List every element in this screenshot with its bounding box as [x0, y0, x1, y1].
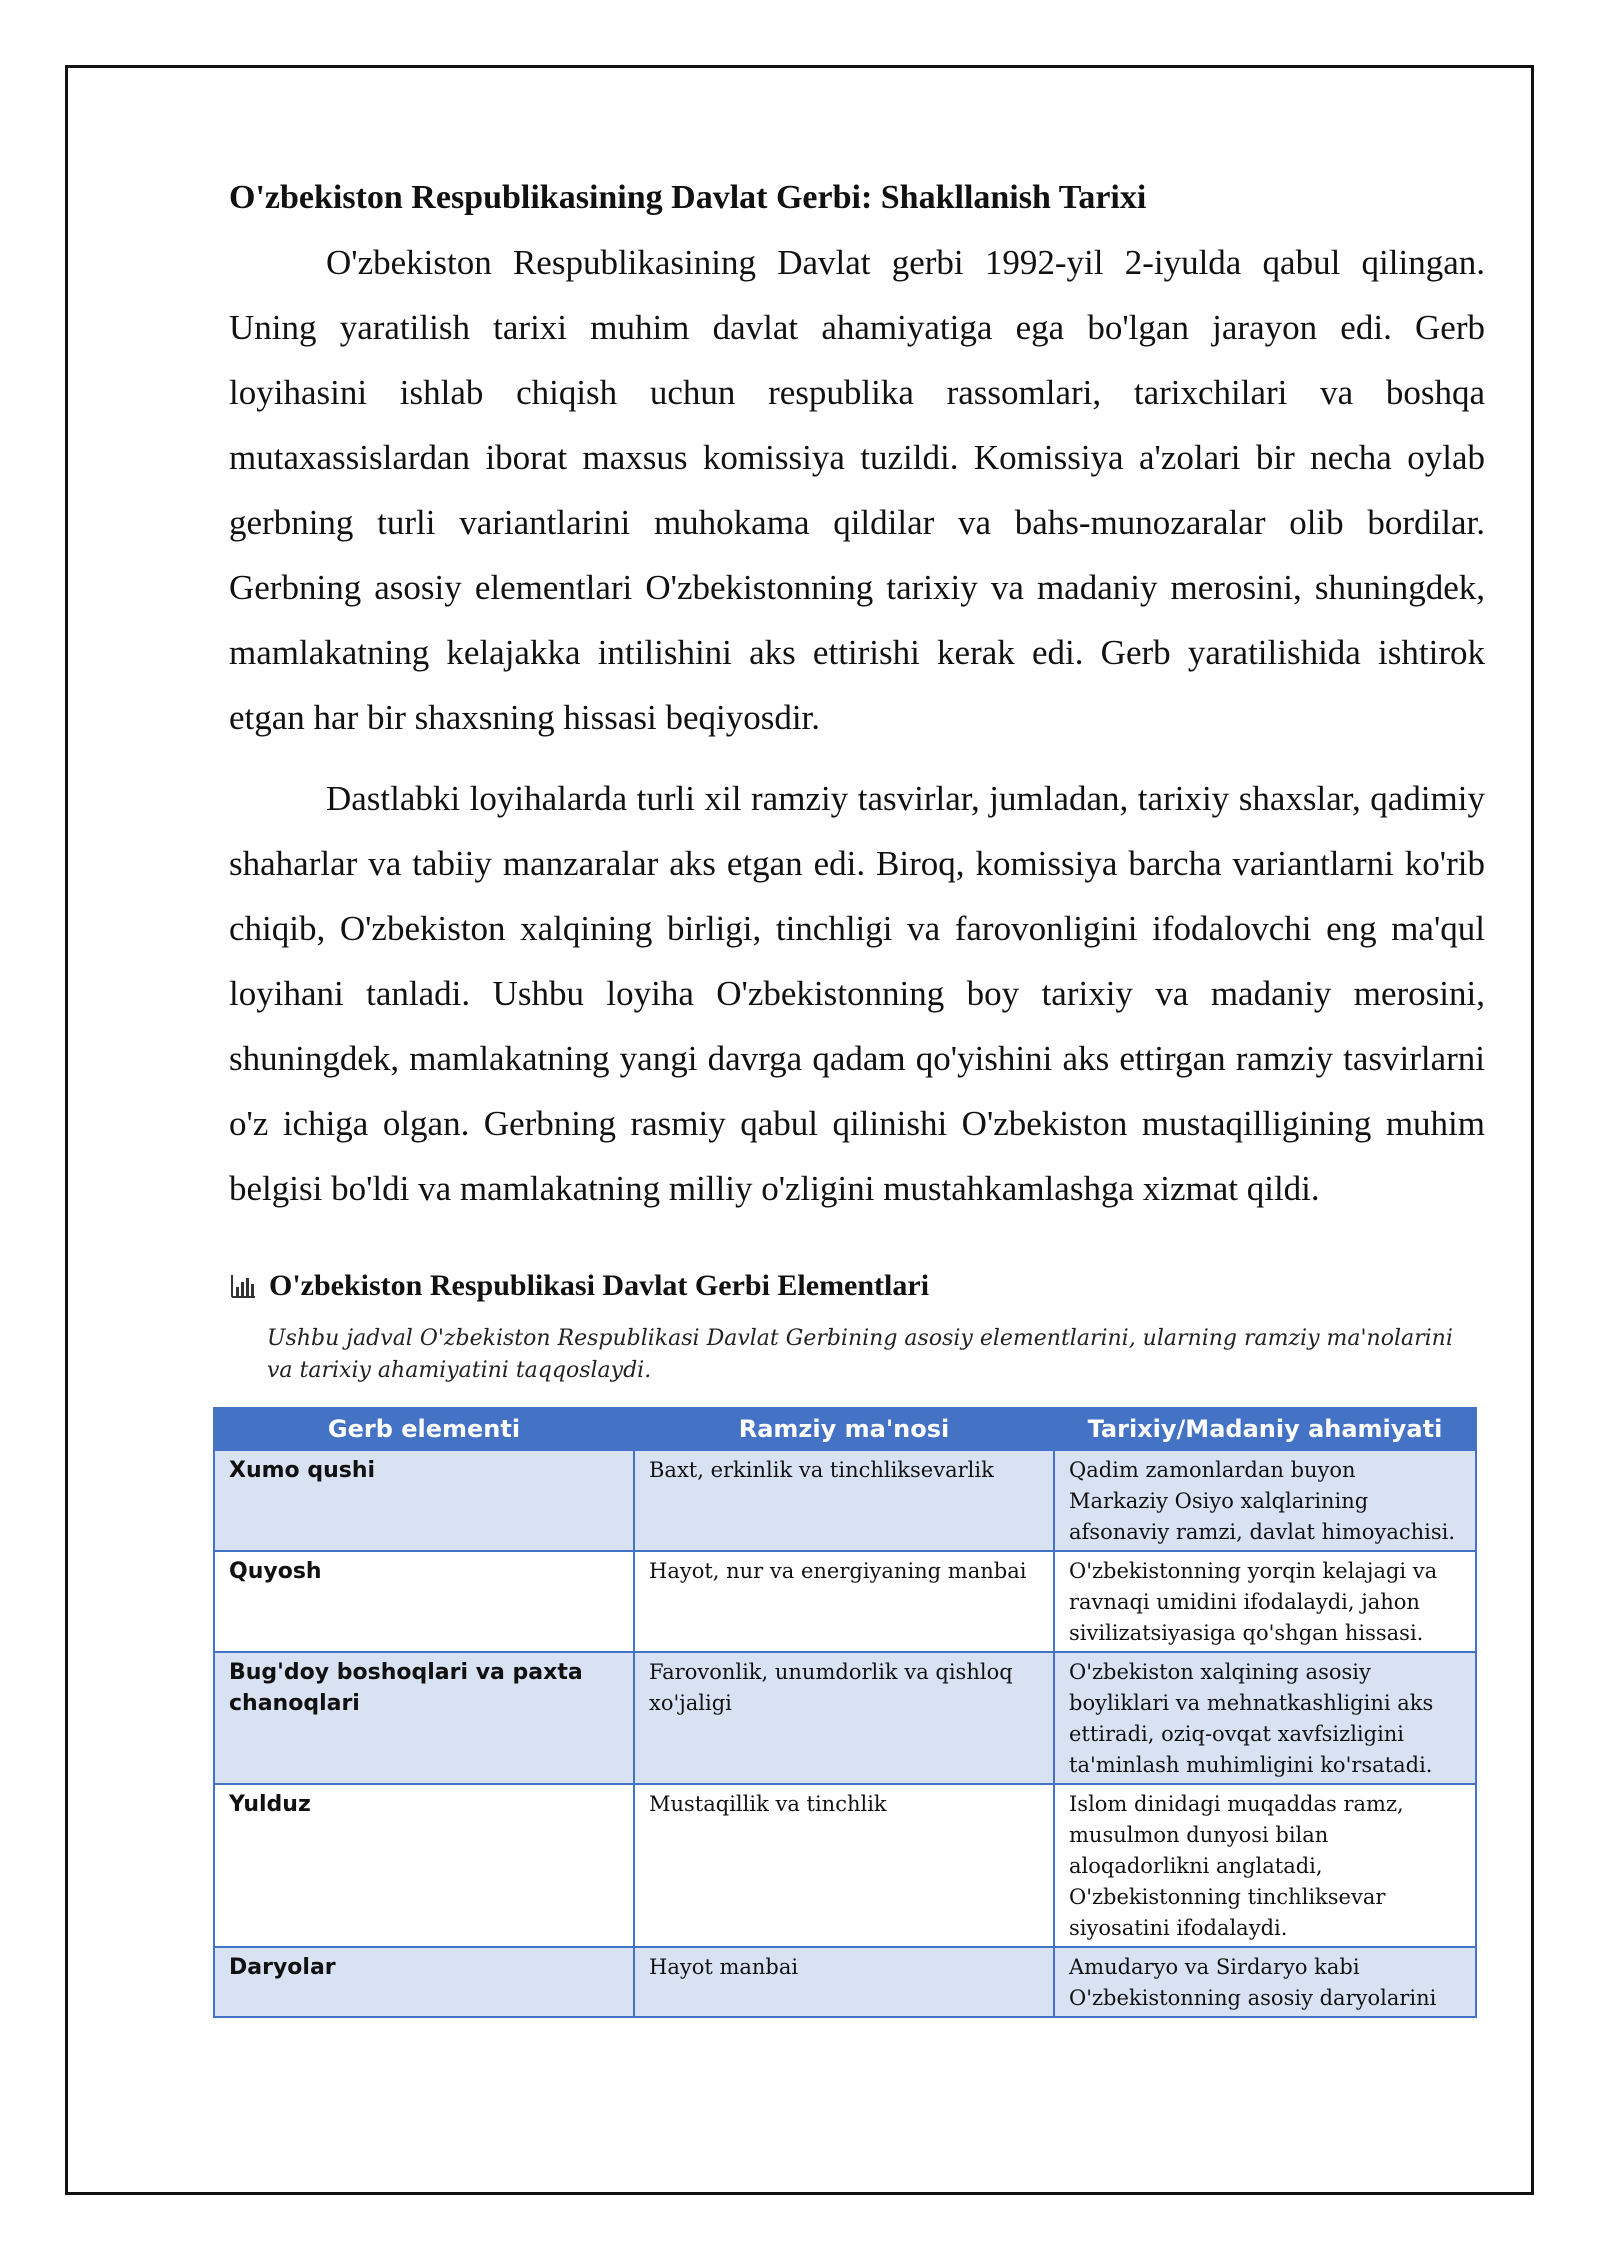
- table-row: [214, 1551, 1476, 1652]
- column-header: Tarixiy/Madaniy ahamiyati: [1054, 1408, 1476, 1450]
- table-section: [229, 1265, 1485, 2018]
- elements-table: [213, 1407, 1477, 2018]
- table-row: [214, 1652, 1476, 1784]
- document-body: [229, 170, 1485, 2018]
- element-cell: Xumo qushi: [214, 1450, 634, 1551]
- table-heading: [229, 1265, 1485, 1307]
- table-row: [214, 1450, 1476, 1551]
- column-header: Ramziy ma'nosi: [634, 1408, 1054, 1450]
- paragraph-2: Dastlabki loyihalarda turli xil ramziy tasvirlar, jumladan, tarixiy shaxslar, qadimiy shaharlar va tabiiy manzaralar aks etgan edi. Biroq, komissiya barcha variantlarni ko'rib chiqib, O'zbekiston xalqining birligi, tinchligi va farovonligini ifodalovchi eng ma'qul loyihani tanladi. Ushbu loyiha O'zbekistonning boy tarixiy va madaniy merosini, shuningdek, mamlakatning yangi davrga qadam qo'yishini aks ettirgan ramziy tasvirlarni o'z ichiga olgan. Gerbning rasmiy qabul qilinishi O'zbekiston mustaqilligining muhim belgisi bo'ldi va mamlakatning milliy o'zligini mustahkamlashga xizmat qildi.: [229, 779, 1485, 1208]
- meaning-cell: Hayot, nur va energiyaning manbai: [634, 1551, 1054, 1652]
- meaning-cell: Hayot manbai: [634, 1947, 1054, 2017]
- document-title: O'zbekiston Respublikasining Davlat Gerbi: Shakllanish Tarixi: [229, 179, 1147, 216]
- meaning-cell: Baxt, erkinlik va tinchliksevarlik: [634, 1450, 1054, 1551]
- significance-cell: Amudaryo va Sirdaryo kabi O'zbekistonning asosiy daryolarini: [1054, 1947, 1476, 2017]
- significance-cell: Qadim zamonlardan buyon Markaziy Osiyo xalqlarining afsonaviy ramzi, davlat himoyachisi.: [1054, 1450, 1476, 1551]
- table-row: [214, 1784, 1476, 1947]
- element-cell: Bug'doy boshoqlari va paxta chanoqlari: [214, 1652, 634, 1784]
- element-cell: Daryolar: [214, 1947, 634, 2017]
- column-header: Gerb elementi: [214, 1408, 634, 1450]
- table-header-row: [214, 1408, 1476, 1450]
- significance-cell: O'zbekistonning yorqin kelajagi va ravnaqi umidini ifodalaydi, jahon sivilizatsiyasiga qo'shgan hissasi.: [1054, 1551, 1476, 1652]
- table-row: [214, 1947, 1476, 2017]
- element-cell: Yulduz: [214, 1784, 634, 1947]
- significance-cell: O'zbekiston xalqining asosiy boyliklari va mehnatkashligini aks ettiradi, oziq-ovqat xavfsizligini ta'minlash muhimligini ko'rsatadi.: [1054, 1652, 1476, 1784]
- bar-chart-icon: [229, 1272, 257, 1300]
- table-caption: Ushbu jadval O'zbekiston Respublikasi Davlat Gerbining asosiy elementlarini, ularning ramziy ma'nolarini va tarixiy ahamiyatini taqqoslaydi.: [267, 1326, 1453, 1383]
- paragraph-1: O'zbekiston Respublikasining Davlat gerbi 1992-yil 2-iyulda qabul qilingan. Uning yaratilish tarixi muhim davlat ahamiyatiga ega bo'lgan jarayon edi. Gerb loyihasini ishlab chiqish uchun respublika rassomlari, tarixchilari va boshqa mutaxassislardan iborat maxsus komissiya tuzildi. Komissiya a'zolari bir necha oylab gerbning turli variantlarini muhokama qildilar va bahs-munozaralar olib bordilar. Gerbning asosiy elementlari O'zbekistonning tarixiy va madaniy merosini, shuningdek, mamlakatning kelajakka intilishini aks ettirishi kerak edi. Gerb yaratilishida ishtirok etgan har bir shaxsning hissasi beqiyosdir.: [229, 243, 1485, 737]
- significance-cell: Islom dinidagi muqaddas ramz, musulmon dunyosi bilan aloqadorlikni anglatadi, O'zbekistonning tinchliksevar siyosatini ifodalaydi.: [1054, 1784, 1476, 1947]
- meaning-cell: Farovonlik, unumdorlik va qishloq xo'jaligi: [634, 1652, 1054, 1784]
- table-title: O'zbekiston Respublikasi Davlat Gerbi Elementlari: [269, 1269, 930, 1302]
- element-cell: Quyosh: [214, 1551, 634, 1652]
- meaning-cell: Mustaqillik va tinchlik: [634, 1784, 1054, 1947]
